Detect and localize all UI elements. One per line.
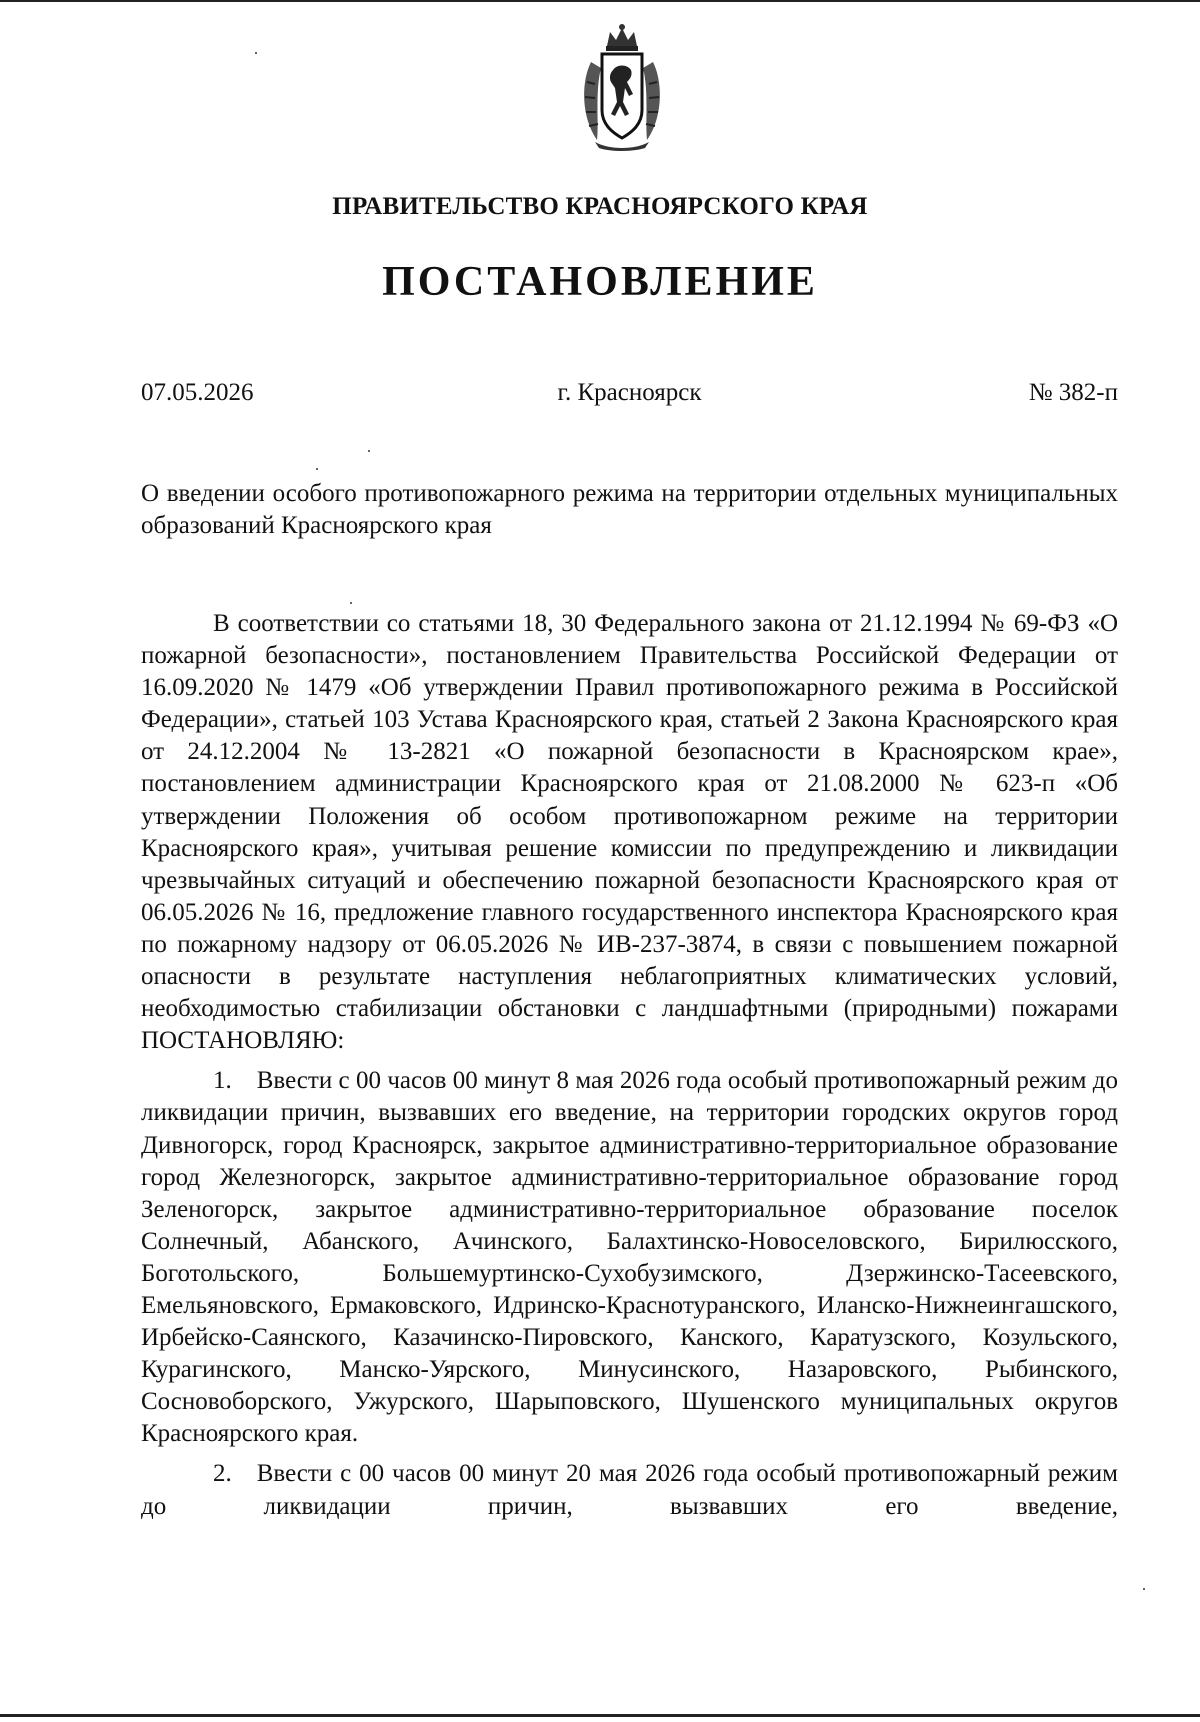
scan-speck: [255, 52, 257, 54]
document-date: 07.05.2026: [141, 379, 254, 406]
preamble-paragraph: В соответствии со статьями 18, 30 Федерального закона от 21.12.1994 № 69-ФЗ «О пожарной безопасности», постановлением Правительства Российской Федерации от 16.09.2020 № 1479 «Об утверждении Правил противопожарного режима в Российской Федерации», статьей 103 Устава Красноярского края, статьей 2 Закона Красноярского края от 24.12.2004 № 13-2821 «О пожарной безопасности в Красноярском крае», постановлением администрации Красноярского края от 21.08.2000 № 623-п «Об утверждении Положения об особом противопожарном режиме на территории Красноярского края», учитывая решение комиссии по предупреждению и ликвидации чрезвычайных ситуаций и обеспечению пожарной безопасности Красноярского края от 06.05.2026 № 16, предложение главного государственного инспектора Красноярского края по пожарному надзору от 06.05.2026 № ИВ-237-3874, в связи с повышением пожарной опасности в результате наступления неблагоприятных климатических условий, необходимостью стабилизации обстановки с ландшафтными (природными) пожарами ПОСТАНОВЛЯЮ:: [141, 610, 1118, 1055]
scan-speck: [1143, 1588, 1145, 1590]
document-subject: О введении особого противопожарного режима на территории отдельных муниципальных образований Красноярского края: [141, 480, 1118, 539]
coat-of-arms-icon: [577, 22, 667, 152]
scan-edge-bottom: [0, 1714, 1200, 1717]
document-body: [141, 608, 1118, 1523]
scan-speck: [368, 450, 370, 452]
document-meta: [141, 379, 1118, 415]
item-1-paragraph: 1. Ввести с 00 часов 00 минут 8 мая 2026 года особый противопожарный режим до ликвидации причин, вызвавших его введение, на территории городских округов город Дивногорск, город Красноярск, закрытое административно-территориальное образование город Железногорск, закрытое административно-территориальное образование город Зеленогорск, закрытое административно-территориальное образование поселок Солнечный, Абанского, Ачинского, Балахтинско-Новоселовского, Бирилюсского, Боготольского, Большемуртинско-Сухобузимского, Дзержинско-Тасеевского, Емельяновского, Ермаковского, Идринско-Краснотуранского, Иланско-Нижнеингашского, Ирбейско-Саянского, Казачинско-Пировского, Канского, Каратузского, Козульского, Курагинского, Манско-Уярского, Минусинского, Назаровского, Рыбинского, Сосновоборского, Ужурского, Шарыповского, Шушенского муниципальных округов Красноярского края.: [141, 1067, 1118, 1448]
document-number: № 382-п: [1028, 379, 1118, 406]
item-2-paragraph: 2. Ввести с 00 часов 00 минут 20 мая 2026 года особый противопожарный режим до ликвидации причин, вызвавших его введение,: [141, 1460, 1118, 1520]
document-type-title: ПОСТАНОВЛЕНИЕ: [382, 259, 818, 305]
scan-speck: [316, 468, 318, 470]
scan-edge-top: [0, 0, 1200, 2]
document-city: г. Красноярск: [557, 379, 702, 406]
government-name: ПРАВИТЕЛЬСТВО КРАСНОЯРСКОГО КРАЯ: [332, 193, 868, 220]
scan-speck: [350, 602, 352, 604]
